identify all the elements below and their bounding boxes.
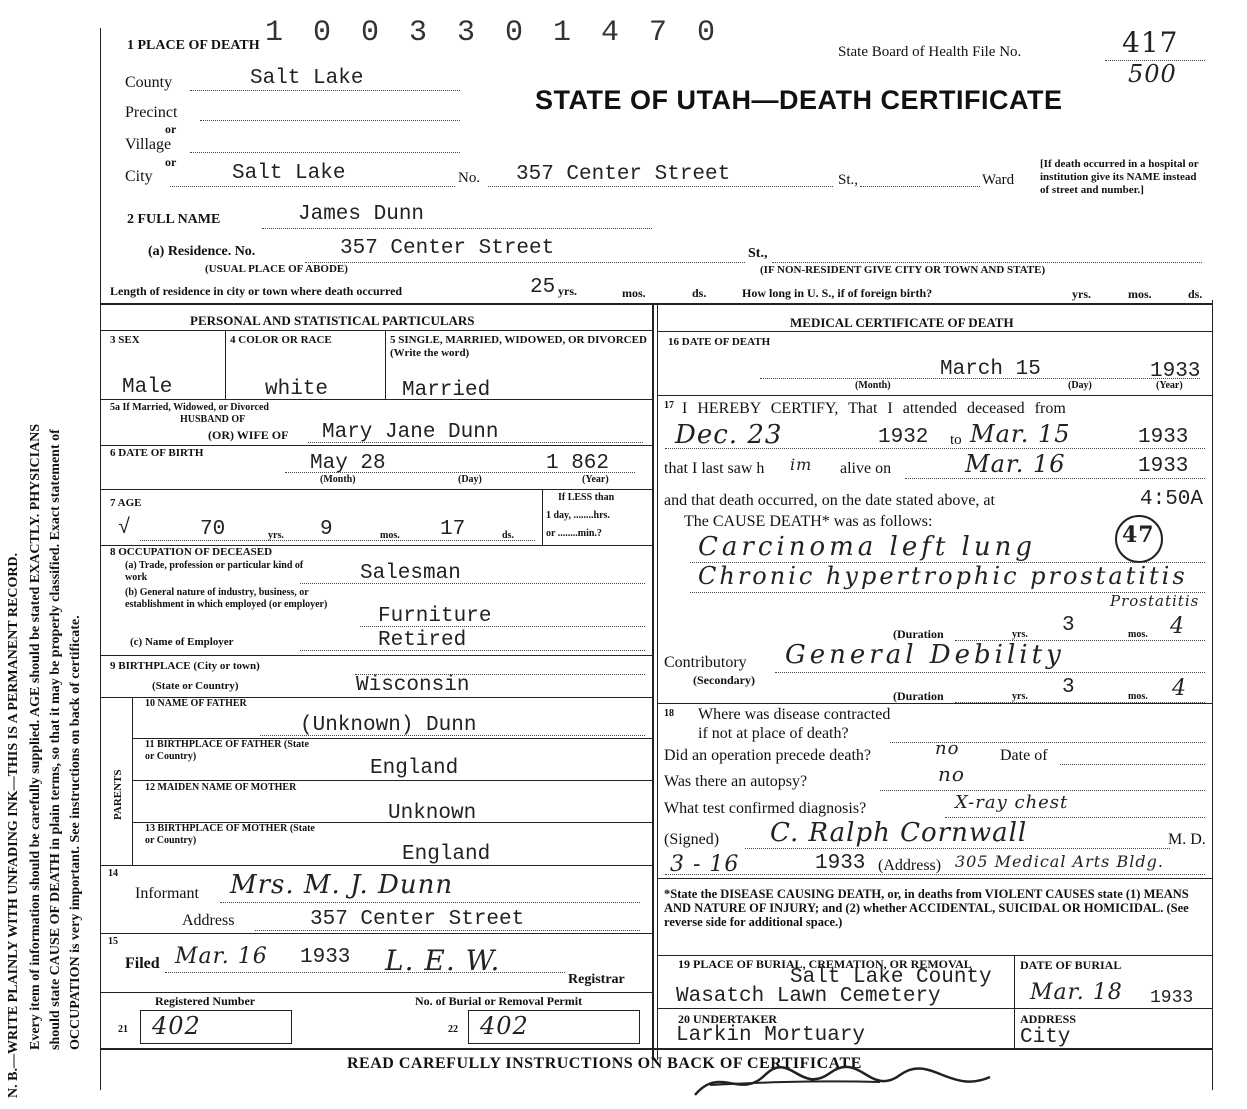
date-of-label: Date of bbox=[1000, 747, 1048, 764]
spouse-label-2: HUSBAND OF bbox=[180, 414, 246, 425]
residence-st: St., bbox=[748, 246, 768, 261]
file-no-line bbox=[1105, 60, 1205, 61]
dod-month-label: (Month) bbox=[855, 380, 891, 391]
cause-code: 47 bbox=[1122, 522, 1155, 548]
spouse-value: Mary Jane Dunn bbox=[322, 421, 499, 444]
dob-day-label: (Day) bbox=[458, 474, 482, 485]
personal-header-rule bbox=[100, 330, 652, 331]
birthplace-state-label: (State or Country) bbox=[152, 680, 239, 692]
medical-header-rule bbox=[657, 331, 1212, 332]
dod-label: 16 DATE OF DEATH bbox=[668, 336, 771, 348]
burial-permit-label: No. of Burial or Removal Permit bbox=[415, 994, 583, 1008]
us-mos: mos. bbox=[1128, 287, 1152, 301]
ward-line bbox=[860, 186, 980, 187]
footer-instructions: READ CAREFULLY INSTRUCTIONS ON BACK OF CERTIFICATE bbox=[347, 1055, 862, 1072]
precinct-line bbox=[200, 120, 460, 121]
occupation-c: (c) Name of Employer bbox=[130, 636, 234, 648]
header-rule bbox=[100, 303, 1212, 305]
row-rule-10 bbox=[100, 865, 652, 866]
age-mos-label: mos. bbox=[380, 530, 400, 541]
dod-year: 1933 bbox=[1150, 360, 1201, 383]
industry-value: Furniture bbox=[378, 605, 492, 628]
occupation-a: (a) Trade, profession or particular kind of work bbox=[125, 560, 304, 583]
us-label: How long in U. S., if of foreign birth? bbox=[742, 286, 933, 300]
burial-permit-box bbox=[468, 1010, 640, 1044]
father-bp-value: England bbox=[370, 757, 459, 780]
duration-mos-label: mos. bbox=[1128, 629, 1148, 640]
mother-bp-value: England bbox=[402, 843, 491, 866]
precinct-label: Precinct bbox=[125, 104, 178, 121]
margin-instructions-2: should state CAUSE OF DEATH in plain terms, so that it may be properly classified. Exact statement of bbox=[48, 429, 63, 1050]
length-mos: mos. bbox=[622, 286, 646, 300]
less-divider bbox=[542, 489, 543, 545]
dod-line bbox=[760, 378, 1200, 379]
attended-line bbox=[665, 448, 1205, 449]
column-divider bbox=[652, 305, 654, 1060]
row-rule-11 bbox=[100, 933, 652, 934]
row-rule-12 bbox=[100, 992, 652, 993]
father-value: (Unknown) Dunn bbox=[300, 714, 477, 737]
undertaker-address: City bbox=[1020, 1026, 1071, 1049]
name-value: James Dunn bbox=[298, 203, 425, 226]
burial-divider bbox=[1014, 955, 1015, 1050]
abode-label: (USUAL PLACE OF ABODE) bbox=[205, 263, 348, 275]
employer-value: Retired bbox=[378, 629, 467, 652]
undertaker-label: 20 UNDERTAKER bbox=[678, 1012, 778, 1026]
age-label: 7 AGE bbox=[110, 497, 142, 509]
less-min: or ........min.? bbox=[546, 528, 602, 539]
marital-value: Married bbox=[402, 379, 491, 402]
residence-value: 357 Center Street bbox=[340, 237, 555, 260]
cert-text: I HEREBY CERTIFY, That I attended deceased from bbox=[682, 400, 1066, 417]
reg-number-label: Registered Number bbox=[155, 994, 256, 1008]
sex-label: 3 SEX bbox=[110, 334, 140, 346]
birthplace-value: Wisconsin bbox=[356, 674, 470, 697]
operation-line bbox=[1060, 764, 1205, 765]
form-right-border bbox=[1212, 300, 1213, 1090]
no-label: No. bbox=[458, 170, 481, 186]
or-2: or bbox=[165, 155, 177, 169]
margin-warning: N. B.—WRITE PLAINLY WITH UNFADING INK—THIS IS A PERMANENT RECORD. bbox=[6, 552, 21, 1098]
informant-address: 357 Center Street bbox=[310, 908, 525, 931]
length-label: Length of residence in city or town where death occurred bbox=[110, 284, 403, 298]
burial-county: Salt Lake County bbox=[790, 966, 992, 989]
county-line bbox=[190, 90, 460, 91]
color-label: 4 COLOR OR RACE bbox=[230, 334, 332, 346]
footer-signature-scribble bbox=[690, 1055, 1010, 1105]
nonresident-label: (IF NON-RESIDENT GIVE CITY OR TOWN AND STATE) bbox=[760, 264, 1046, 276]
dob-month-label: (Month) bbox=[320, 474, 356, 485]
medical-rule-2 bbox=[657, 703, 1212, 704]
q18-label: Where was disease contracted bbox=[698, 706, 891, 723]
city-value: Salt Lake bbox=[232, 162, 346, 185]
signed-address-label: (Address) bbox=[878, 857, 942, 874]
age-days: 17 bbox=[440, 518, 466, 541]
village-label: Village bbox=[125, 136, 172, 153]
marital-label: 5 SINGLE, MARRIED, WIDOWED, OR DIVORCED (Write the word) bbox=[390, 334, 647, 359]
physician-address: 305 Medical Arts Bldg. bbox=[955, 852, 1164, 871]
operation-value: no bbox=[935, 738, 960, 759]
death-time: 4:50A bbox=[1140, 488, 1204, 511]
last-saw-year: 1933 bbox=[1138, 455, 1189, 478]
parents-label: PARENTS bbox=[112, 769, 124, 820]
test-value: X-ray chest bbox=[955, 792, 1069, 813]
attended-from-year: 1932 bbox=[878, 426, 929, 449]
last-saw-sex: im bbox=[790, 455, 813, 474]
q18-num: 18 bbox=[664, 708, 674, 719]
dod-value: March 15 bbox=[940, 358, 1041, 381]
mother-bp-label: 13 BIRTHPLACE OF MOTHER (State or Country) bbox=[145, 823, 315, 846]
signed-address-line bbox=[665, 874, 1205, 875]
file-number: 417 bbox=[1122, 26, 1179, 59]
burial-permit-value: 402 bbox=[480, 1012, 529, 1040]
father-line bbox=[260, 735, 645, 736]
ward-label: Ward bbox=[982, 172, 1015, 188]
margin-instructions-3: OCCUPATION is very important. See instructions on back of certificate. bbox=[68, 615, 83, 1050]
duration2-mos-label: mos. bbox=[1128, 691, 1148, 702]
mother-value: Unknown bbox=[388, 802, 477, 825]
reg-21: 21 bbox=[118, 1024, 128, 1035]
row-rule-3 bbox=[100, 489, 652, 490]
undertaker-value: Larkin Mortuary bbox=[676, 1024, 866, 1047]
dod-day-label: (Day) bbox=[1068, 380, 1092, 391]
city-line bbox=[170, 186, 455, 187]
less-day: 1 day, ........hrs. bbox=[546, 510, 610, 521]
duration-yrs: 3 bbox=[1062, 614, 1075, 637]
age-line bbox=[140, 540, 535, 541]
parents-divider bbox=[132, 697, 133, 865]
or-1: or bbox=[165, 122, 177, 136]
dob-year: 1 862 bbox=[546, 452, 610, 475]
informant-signature: Mrs. M. J. Dunn bbox=[230, 870, 454, 900]
medical-rule-3 bbox=[657, 878, 1212, 879]
age-ds-label: ds. bbox=[502, 530, 514, 541]
autopsy-value: no bbox=[938, 762, 965, 786]
informant-line bbox=[220, 902, 640, 903]
residence-label: (a) Residence. No. bbox=[148, 244, 256, 259]
spouse-label-3: (OR) WIFE OF bbox=[208, 428, 289, 442]
filed-date: Mar. 16 bbox=[175, 944, 268, 969]
test-label: What test confirmed diagnosis? bbox=[664, 800, 867, 817]
attended-from: Dec. 23 bbox=[675, 420, 783, 450]
alive-on-label: alive on bbox=[840, 460, 892, 477]
age-years: 70 bbox=[200, 518, 226, 541]
margin-instructions-1: Every item of information should be carefully supplied. AGE should be stated EXACTLY. PHYSICIANS bbox=[28, 423, 43, 1050]
secondary-label: (Secondary) bbox=[693, 673, 755, 687]
reg-number-value: 402 bbox=[152, 1012, 201, 1040]
us-yrs: yrs. bbox=[1072, 287, 1091, 301]
last-saw-line bbox=[905, 478, 1205, 479]
burial-year: 1933 bbox=[1150, 988, 1194, 1008]
father-label: 10 NAME OF FATHER bbox=[145, 698, 247, 709]
father-bp-label: 11 BIRTHPLACE OF FATHER (State or Country) bbox=[145, 739, 309, 762]
signed-year: 1933 bbox=[815, 852, 866, 875]
county-value: Salt Lake bbox=[250, 67, 364, 90]
village-line bbox=[190, 152, 460, 153]
certificate-title: STATE OF UTAH—DEATH CERTIFICATE bbox=[535, 85, 1063, 115]
medical-rule-5 bbox=[657, 1008, 1212, 1009]
duration2-mos: 4 bbox=[1172, 676, 1187, 701]
q18-label-2: if not at place of death? bbox=[698, 725, 849, 742]
serial-number: 1 0 0 3 3 0 1 4 7 0 bbox=[265, 16, 722, 50]
signed-label: (Signed) bbox=[664, 831, 720, 848]
birthplace-label: 9 BIRTHPLACE (City or town) bbox=[110, 660, 260, 672]
burial-place-label: 19 PLACE OF BURIAL, CREMATION, OR REMOVAL bbox=[678, 957, 972, 971]
informant-label: Informant bbox=[135, 885, 199, 902]
last-saw-date: Mar. 16 bbox=[965, 450, 1066, 478]
informant-address-line bbox=[255, 930, 640, 931]
name-label: 2 FULL NAME bbox=[127, 212, 221, 227]
duration-label: (Duration bbox=[893, 627, 944, 641]
cert-num: 17 bbox=[664, 400, 674, 411]
occupation-line bbox=[300, 583, 645, 584]
informant-num: 14 bbox=[108, 868, 118, 879]
medical-footnote: *State the DISEASE CAUSING DEATH, or, in deaths from VIOLENT CAUSES state (1) MEANS AND NATURE OF INJURY; and (2) whether ACCIDENTAL, SUICIDAL OR HOMICIDAL. (See reverse side for additional space.) bbox=[664, 887, 1189, 929]
duration2-label: (Duration bbox=[893, 689, 944, 703]
less-label: If LESS than bbox=[558, 492, 615, 503]
sex-value: Male bbox=[122, 376, 173, 399]
county-label: County bbox=[125, 74, 173, 91]
personal-header: PERSONAL AND STATISTICAL PARTICULARS bbox=[190, 313, 475, 328]
signed-date: 3 - 16 bbox=[670, 852, 740, 877]
attended-to-year: 1933 bbox=[1138, 426, 1189, 449]
mother-label: 12 MAIDEN NAME OF MOTHER bbox=[145, 782, 297, 793]
md-label: M. D. bbox=[1168, 831, 1206, 848]
occurred-label: and that death occurred, on the date stated above, at bbox=[664, 492, 995, 509]
us-ds: ds. bbox=[1188, 287, 1203, 301]
occupation-label: 8 OCCUPATION OF DECEASED bbox=[110, 546, 273, 558]
physician-signature: C. Ralph Cornwall bbox=[770, 818, 1028, 848]
dod-year-label: (Year) bbox=[1156, 380, 1183, 391]
dob-value: May 28 bbox=[310, 452, 386, 475]
filed-num: 15 bbox=[108, 936, 118, 947]
color-divider bbox=[385, 331, 386, 399]
age-yrs-label: yrs. bbox=[268, 530, 284, 541]
cause-tertiary: Prostatitis bbox=[1110, 592, 1200, 610]
length-value: 25 bbox=[530, 276, 556, 299]
undertaker-address-label: ADDRESS bbox=[1020, 1012, 1077, 1026]
spouse-line bbox=[308, 442, 643, 443]
signed-line bbox=[745, 848, 1170, 849]
occupation-value: Salesman bbox=[360, 562, 461, 585]
form-left-border bbox=[100, 28, 101, 1090]
filed-line bbox=[165, 972, 565, 973]
medical-rule-1 bbox=[657, 395, 1212, 396]
cause-primary: Carcinoma left lung bbox=[698, 532, 1037, 562]
dob-label: 6 DATE OF BIRTH bbox=[110, 447, 204, 459]
burial-date: Mar. 18 bbox=[1030, 980, 1123, 1005]
st-label: St., bbox=[838, 172, 859, 188]
name-line bbox=[262, 228, 652, 229]
city-label: City bbox=[125, 168, 153, 185]
reg-22: 22 bbox=[448, 1024, 458, 1035]
dob-line bbox=[285, 472, 635, 473]
age-months: 9 bbox=[320, 518, 333, 541]
last-saw-label: that I last saw h bbox=[664, 460, 765, 477]
residence-line bbox=[305, 262, 745, 263]
burial-cemetery: Wasatch Lawn Cemetery bbox=[676, 985, 941, 1008]
medical-header: MEDICAL CERTIFICATE OF DEATH bbox=[790, 315, 1014, 330]
attended-to: Mar. 15 bbox=[970, 420, 1071, 448]
duration-yrs-label: yrs. bbox=[1012, 629, 1028, 640]
row-rule-8 bbox=[132, 780, 652, 781]
residence-line-2 bbox=[772, 262, 1202, 263]
operation-label: Did an operation precede death? bbox=[664, 747, 872, 764]
contributory-line bbox=[775, 672, 1205, 673]
duration-mos: 4 bbox=[1170, 614, 1185, 639]
state-board-label: State Board of Health File No. bbox=[838, 44, 1022, 60]
duration2-yrs: 3 bbox=[1062, 676, 1075, 699]
contributory-label: Contributory bbox=[664, 654, 747, 671]
industry-line bbox=[360, 626, 645, 627]
row-rule-5 bbox=[100, 655, 652, 656]
length-yrs: yrs. bbox=[558, 284, 577, 298]
length-ds: ds. bbox=[692, 286, 707, 300]
row-rule-1 bbox=[100, 399, 652, 400]
occupation-b: (b) General nature of industry, business, or establishment in which employed (or employer) bbox=[125, 587, 328, 610]
autopsy-label: Was there an autopsy? bbox=[664, 773, 808, 790]
burial-date-label: DATE OF BURIAL bbox=[1020, 958, 1122, 972]
row-rule-2 bbox=[100, 445, 652, 446]
street-value: 357 Center Street bbox=[516, 163, 731, 186]
age-check: √ bbox=[118, 517, 131, 540]
place-label: 1 PLACE OF DEATH bbox=[127, 38, 260, 53]
cause-label: The CAUSE DEATH* was as follows: bbox=[684, 513, 933, 530]
duration2-yrs-label: yrs. bbox=[1012, 691, 1028, 702]
street-line bbox=[488, 186, 833, 187]
registrar-signature: L. E. W. bbox=[385, 944, 501, 977]
filed-year: 1933 bbox=[300, 946, 351, 969]
contributory-value: General Debility bbox=[785, 640, 1065, 670]
sex-divider bbox=[225, 331, 226, 399]
informant-address-label: Address bbox=[182, 912, 235, 929]
color-value: white bbox=[265, 378, 329, 401]
to-label: to bbox=[950, 432, 962, 448]
employer-line bbox=[300, 650, 645, 651]
reg-number-box bbox=[140, 1010, 292, 1044]
medical-rule-4 bbox=[657, 955, 1212, 956]
autopsy-line bbox=[880, 790, 1205, 791]
cause-secondary: Chronic hypertrophic prostatitis bbox=[698, 562, 1188, 590]
file-number-2: 500 bbox=[1128, 60, 1177, 88]
dob-year-label: (Year) bbox=[582, 474, 609, 485]
registrar-label: Registrar bbox=[568, 972, 625, 987]
column-divider-2 bbox=[657, 305, 658, 1060]
ward-note: [If death occurred in a hospital or institution give its NAME instead of street and number.] bbox=[1040, 158, 1199, 196]
spouse-label-1: 5a If Married, Widowed, or Divorced bbox=[110, 402, 269, 413]
filed-label: Filed bbox=[125, 955, 160, 972]
